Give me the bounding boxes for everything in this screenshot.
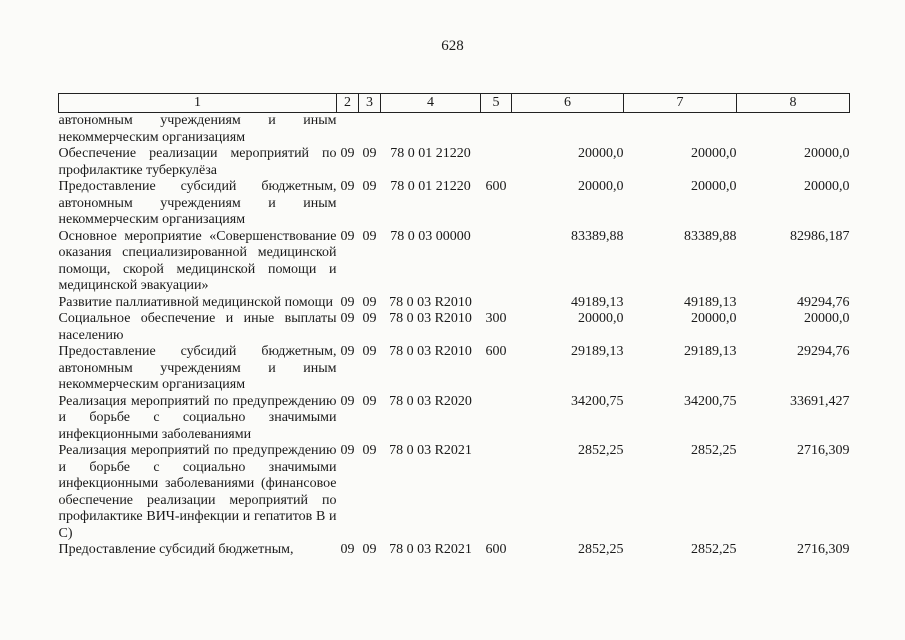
row-subsection-code: 09 — [362, 344, 377, 359]
header-col-5: 5 — [481, 94, 512, 113]
row-value-col6: 49189,13 — [571, 294, 624, 310]
header-col-8: 8 — [737, 94, 850, 113]
row-value-col8: 49294,76 — [797, 294, 850, 310]
row-value-col8: 82986,187 — [790, 228, 850, 244]
budget-table — [58, 93, 850, 559]
row-target-article: 78 0 03 R2021 — [389, 542, 472, 557]
row-value-col6: 2852,25 — [578, 443, 624, 458]
row-value-col7: 2852,25 — [691, 542, 737, 557]
row-value-col6: 29189,13 — [571, 344, 624, 359]
row-section-code — [337, 113, 359, 147]
row-section-code: 09 — [340, 344, 355, 359]
table-row — [59, 443, 850, 542]
row-name: Реализация мероприятий по предупреждению и борьбе с социально значимыми инфекционными заболеваниями (финансовое обеспечение реализации мероприятий по профилактике ВИЧ-инфекции и гепатитов В и С) — [58, 443, 337, 541]
row-expense-type: 600 — [485, 344, 507, 359]
row-name: Предоставление субсидий бюджетным, автономным учреждениям и иным некоммерческим организациям — [58, 179, 337, 227]
row-value-col6: 83389,88 — [571, 228, 624, 244]
row-expense-type: 600 — [485, 542, 507, 557]
table-row — [59, 146, 850, 179]
row-value-col6: 20000,0 — [578, 311, 624, 326]
header-col-1: 1 — [59, 94, 337, 113]
row-section-code: 09 — [340, 311, 355, 326]
row-expense-type — [481, 443, 512, 542]
row-name: Основное мероприятие «Совершенствование оказания специализированной медицинской помощи, скорой медицинской помощи и медицинской эвакуации» — [58, 228, 337, 293]
row-value-col8: 2716,309 — [797, 443, 850, 458]
table-row — [59, 542, 850, 559]
row-value-col6: 34200,75 — [571, 393, 624, 409]
row-subsection-code: 09 — [362, 393, 377, 409]
row-value-col7: 49189,13 — [684, 294, 737, 310]
header-col-3: 3 — [359, 94, 381, 113]
header-col-7: 7 — [624, 94, 737, 113]
row-subsection-code: 09 — [362, 294, 377, 310]
row-value-col8: 20000,0 — [804, 311, 850, 326]
row-target-article: 78 0 03 R2010 — [389, 311, 472, 326]
row-name: автономным учреждениям и иным некоммерческим организациям — [58, 113, 337, 145]
row-target-article: 78 0 03 R2021 — [389, 443, 472, 458]
row-expense-type — [481, 229, 512, 295]
table-row — [59, 394, 850, 444]
row-expense-type — [481, 295, 512, 312]
row-name: Реализация мероприятий по предупреждению и борьбе с социально значимыми инфекционными заболеваниями — [58, 393, 337, 442]
table-body — [59, 113, 850, 559]
row-value-col7: 83389,88 — [684, 228, 737, 244]
row-value-col6: 2852,25 — [578, 542, 624, 557]
table-row — [59, 179, 850, 229]
row-value-col8: 29294,76 — [797, 344, 850, 359]
row-target-article — [381, 113, 481, 147]
row-name: Развитие паллиативной медицинской помощи — [58, 294, 333, 310]
header-col-2: 2 — [337, 94, 359, 113]
row-value-col7: 20000,0 — [691, 146, 737, 161]
row-value-col7: 20000,0 — [691, 311, 737, 326]
row-value-col6: 20000,0 — [578, 179, 624, 194]
table-row — [59, 311, 850, 344]
row-value-col7: 34200,75 — [684, 393, 737, 409]
row-subsection-code: 09 — [362, 146, 377, 161]
row-subsection-code: 09 — [362, 542, 377, 557]
row-expense-type — [481, 113, 512, 147]
table-header-row — [59, 94, 850, 113]
table-row — [59, 229, 850, 295]
row-target-article: 78 0 03 R2020 — [389, 393, 472, 409]
page-number: 628 — [441, 38, 464, 54]
row-expense-type — [481, 394, 512, 444]
row-value-col7: 20000,0 — [691, 179, 737, 194]
row-subsection-code: 09 — [362, 228, 377, 244]
row-name: Обеспечение реализации мероприятий по профилактике туберкулёза — [58, 146, 337, 178]
header-col-4: 4 — [381, 94, 481, 113]
row-section-code: 09 — [340, 294, 355, 310]
row-value-col8: 20000,0 — [804, 146, 850, 161]
row-section-code: 09 — [340, 542, 355, 557]
row-value-col8: 20000,0 — [804, 179, 850, 194]
row-value-col7 — [624, 113, 737, 147]
row-section-code: 09 — [340, 393, 355, 409]
row-target-article: 78 0 03 R2010 — [389, 344, 472, 359]
row-section-code: 09 — [340, 179, 355, 194]
row-target-article: 78 0 03 R2010 — [389, 294, 472, 310]
row-subsection-code: 09 — [362, 443, 377, 458]
row-name: Социальное обеспечение и иные выплаты населению — [58, 311, 337, 343]
row-name: Предоставление субсидий бюджетным, автономным учреждениям и иным некоммерческим организациям — [58, 344, 337, 392]
row-value-col6 — [512, 113, 624, 147]
row-section-code: 09 — [340, 228, 355, 244]
row-target-article: 78 0 03 00000 — [390, 228, 471, 244]
row-expense-type: 600 — [485, 179, 507, 194]
row-section-code: 09 — [340, 146, 355, 161]
row-section-code: 09 — [340, 443, 355, 458]
row-target-article: 78 0 01 21220 — [390, 146, 471, 161]
row-name: Предоставление субсидий бюджетным, — [58, 542, 294, 557]
row-target-article: 78 0 01 21220 — [390, 179, 471, 194]
row-value-col7: 2852,25 — [691, 443, 737, 458]
row-value-col8: 2716,309 — [797, 542, 850, 557]
table-row — [59, 295, 850, 312]
row-value-col8: 33691,427 — [790, 393, 850, 409]
row-subsection-code: 09 — [362, 179, 377, 194]
row-subsection-code: 09 — [362, 311, 377, 326]
row-expense-type: 300 — [485, 311, 507, 326]
row-value-col7: 29189,13 — [684, 344, 737, 359]
row-expense-type — [481, 146, 512, 179]
table-row — [59, 113, 850, 147]
row-value-col6: 20000,0 — [578, 146, 624, 161]
table-row — [59, 344, 850, 394]
row-value-col8 — [737, 113, 850, 147]
row-subsection-code — [359, 113, 381, 147]
header-col-6: 6 — [512, 94, 624, 113]
